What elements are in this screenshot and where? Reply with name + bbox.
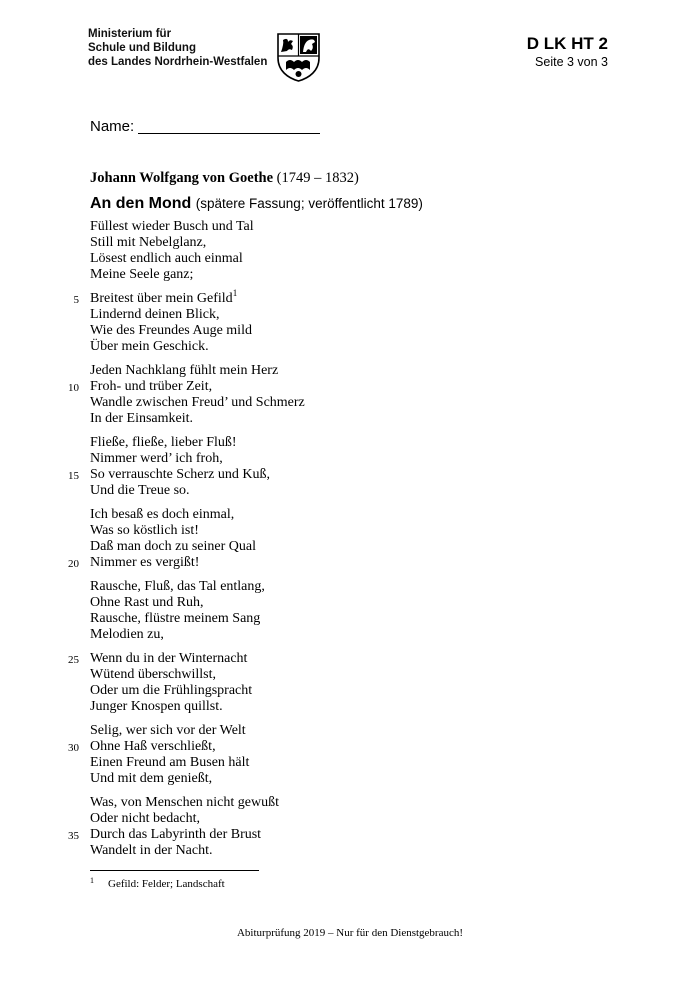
poem-title-sub: (spätere Fassung; veröffentlicht 1789) bbox=[195, 196, 423, 211]
line-number: 10 bbox=[68, 382, 79, 394]
poem-line-text: Still mit Nebelglanz, bbox=[90, 235, 207, 250]
stanza bbox=[68, 507, 510, 571]
poem-line bbox=[90, 723, 510, 739]
poem-line bbox=[90, 411, 510, 427]
poem-line bbox=[90, 771, 510, 787]
poem-body bbox=[68, 219, 510, 867]
poem-line-text: Über mein Geschick. bbox=[90, 339, 209, 354]
poem-line bbox=[90, 435, 510, 451]
poem-line-text: Was so köstlich ist! bbox=[90, 523, 199, 538]
name-field bbox=[90, 118, 320, 135]
poem-title-main: An den Mond bbox=[90, 195, 192, 212]
stanza bbox=[90, 219, 510, 283]
poem-line bbox=[90, 843, 510, 859]
stanza bbox=[68, 435, 510, 499]
poem-line-text: Ich besaß es doch einmal, bbox=[90, 507, 235, 522]
poem-line bbox=[90, 683, 510, 699]
stanza bbox=[90, 579, 510, 643]
footnote-text: Gefild: Felder; Landschaft bbox=[108, 878, 225, 890]
poem-line bbox=[90, 667, 510, 683]
poem-line-text: Wütend überschwillst, bbox=[90, 667, 216, 682]
poem-line bbox=[68, 827, 510, 843]
ministry-name bbox=[88, 27, 267, 69]
poem-line-text: In der Einsamkeit. bbox=[90, 411, 194, 426]
poem-line bbox=[90, 219, 510, 235]
footnote-number: 1 bbox=[90, 876, 94, 885]
poem-line bbox=[68, 379, 510, 395]
poem-line-text: Wandle zwischen Freud’ und Schmerz bbox=[90, 395, 305, 410]
line-number: 25 bbox=[68, 654, 79, 666]
poem-line-text: Ohne Rast und Ruh, bbox=[90, 595, 204, 610]
poem-line-text: Junger Knospen quillst. bbox=[90, 699, 223, 714]
line-number: 30 bbox=[68, 742, 79, 754]
poem-line bbox=[90, 323, 510, 339]
poem-line bbox=[90, 363, 510, 379]
stanza bbox=[68, 723, 510, 787]
page-info: Seite 3 von 3 bbox=[535, 55, 608, 69]
nrw-coat-of-arms-icon bbox=[276, 32, 321, 82]
stanza bbox=[68, 363, 510, 427]
poem-line bbox=[90, 523, 510, 539]
poem-line bbox=[90, 307, 510, 323]
poem-line-text: Daß man doch zu seiner Qual bbox=[90, 539, 256, 554]
poem-line bbox=[90, 755, 510, 771]
poem-line-text: Und mit dem genießt, bbox=[90, 771, 213, 786]
poem-line bbox=[90, 267, 510, 283]
poem-line-text: Ohne Haß verschließt, bbox=[90, 739, 216, 754]
author-line bbox=[90, 170, 359, 187]
poem-line bbox=[68, 467, 510, 483]
poem-line bbox=[90, 811, 510, 827]
poem-line bbox=[90, 483, 510, 499]
poem-line bbox=[90, 235, 510, 251]
poem-line bbox=[90, 539, 510, 555]
stanza bbox=[73, 288, 510, 355]
poem-line-text: Wandelt in der Nacht. bbox=[90, 843, 213, 858]
stanza bbox=[68, 795, 510, 859]
poem-line-text: Oder nicht bedacht, bbox=[90, 811, 201, 826]
poem-line bbox=[90, 395, 510, 411]
poem-line-text: Selig, wer sich vor der Welt bbox=[90, 723, 246, 738]
poem-line-text: Einen Freund am Busen hält bbox=[90, 755, 250, 770]
poem-line bbox=[90, 507, 510, 523]
poem-line bbox=[68, 555, 510, 571]
poem-line-text: Was, von Menschen nicht gewußt bbox=[90, 795, 279, 810]
poem-line-text: Nimmer es vergißt! bbox=[90, 555, 200, 570]
poem-line bbox=[90, 611, 510, 627]
poem-line bbox=[90, 627, 510, 643]
poem-line-text: Oder um die Frühlingspracht bbox=[90, 683, 253, 698]
poem-line bbox=[68, 739, 510, 755]
poem-line-text: Melodien zu, bbox=[90, 627, 164, 642]
poem-line bbox=[90, 699, 510, 715]
stanza bbox=[68, 651, 510, 715]
poem-title bbox=[90, 195, 423, 213]
poem-line-text: Und die Treue so. bbox=[90, 483, 190, 498]
poem-line bbox=[90, 595, 510, 611]
poem-line-text: Froh- und trüber Zeit, bbox=[90, 379, 213, 394]
poem-line-text: Rausche, flüstre meinem Sang bbox=[90, 611, 261, 626]
ministry-line: Ministerium für bbox=[88, 28, 172, 40]
footnote bbox=[90, 876, 225, 890]
name-blank-line bbox=[138, 118, 320, 134]
author-name: Johann Wolfgang von Goethe bbox=[90, 170, 274, 186]
page-footer: Abiturprüfung 2019 – Nur für den Dienstgebrauch! bbox=[236, 927, 464, 939]
poem-line-text: Durch das Labyrinth der Brust bbox=[90, 827, 262, 842]
footnote-marker: 1 bbox=[232, 288, 238, 298]
poem-line-text: Rausche, Fluß, das Tal entlang, bbox=[90, 579, 265, 594]
poem-line-text: Lösest endlich auch einmal bbox=[90, 251, 243, 266]
line-number: 15 bbox=[68, 470, 79, 482]
line-number: 20 bbox=[68, 558, 79, 570]
doc-code: D LK HT 2 bbox=[526, 34, 608, 53]
line-number: 35 bbox=[68, 830, 79, 842]
name-label: Name: bbox=[90, 118, 135, 135]
poem-line bbox=[90, 451, 510, 467]
poem-line-text: Jeden Nachklang fühlt mein Herz bbox=[90, 363, 279, 378]
poem-line-text: Meine Seele ganz; bbox=[90, 267, 194, 282]
footnote-rule bbox=[90, 870, 259, 871]
poem-line bbox=[90, 579, 510, 595]
poem-line bbox=[90, 251, 510, 267]
poem-line bbox=[90, 795, 510, 811]
poem-line-text: Lindernd deinen Blick, bbox=[90, 307, 220, 322]
poem-line-text: Wenn du in der Winternacht bbox=[90, 651, 248, 666]
ministry-line: des Landes Nordrhein-Westfalen bbox=[88, 56, 268, 68]
poem-line-text: Fließe, fließe, lieber Fluß! bbox=[90, 435, 237, 450]
ministry-line: Schule und Bildung bbox=[88, 42, 196, 54]
poem-line-text: Nimmer werd’ ich froh, bbox=[90, 451, 223, 466]
poem-line bbox=[73, 288, 510, 307]
poem-line bbox=[68, 651, 510, 667]
poem-line bbox=[90, 339, 510, 355]
line-number: 5 bbox=[73, 294, 79, 306]
document-id bbox=[527, 34, 608, 70]
poem-line-text: So verrauschte Scherz und Kuß, bbox=[90, 467, 271, 482]
author-years: (1749 – 1832) bbox=[276, 170, 359, 186]
poem-line-text: Füllest wieder Busch und Tal bbox=[90, 219, 254, 234]
poem-line-text: Wie des Freundes Auge mild bbox=[90, 323, 252, 338]
poem-line-text: Breitest über mein Gefild bbox=[90, 291, 233, 306]
